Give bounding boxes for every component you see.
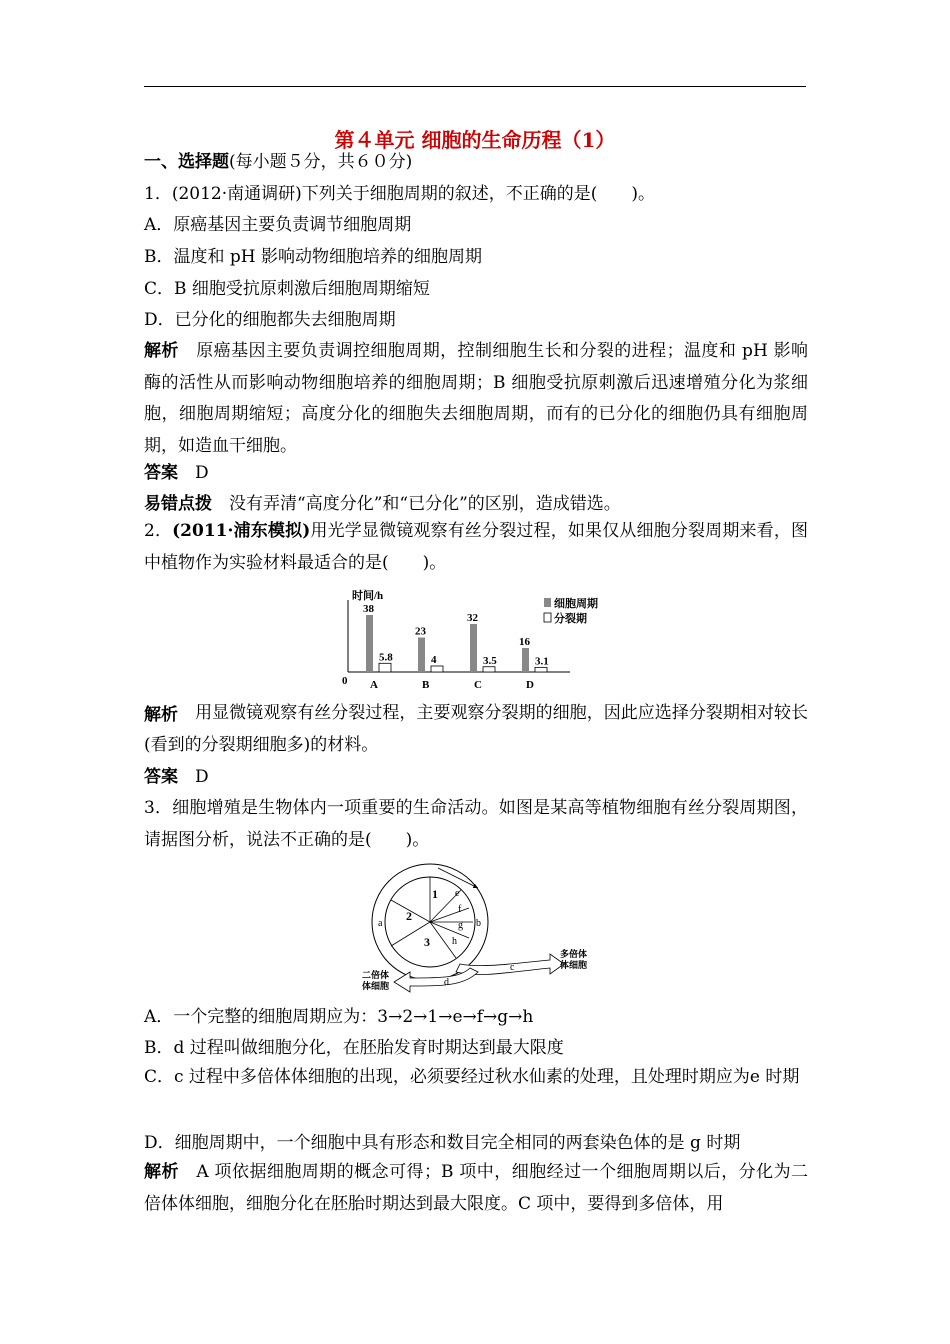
q1-stem-text: 下列关于细胞周期的叙述，不正确的是( )。: [301, 184, 656, 204]
q1-option-b: B．温度和 pH 影响动物细胞培养的细胞周期: [144, 247, 483, 267]
diploid-label-2: 体细胞: [362, 981, 390, 991]
q2-answer: [144, 765, 806, 789]
q1-tip: [144, 492, 806, 516]
bar-label-B-division: 4: [431, 654, 437, 666]
bar-D-cycle: [522, 648, 529, 672]
ring-a: a: [378, 918, 383, 929]
bar-C-division: [483, 667, 495, 672]
q1-option-c: C．B 细胞受抗原刺激后细胞周期缩短: [144, 279, 430, 299]
q3-number: 3．: [144, 798, 173, 818]
q1-analysis: [144, 336, 808, 462]
polyploid-label-1: 多倍体: [560, 949, 588, 959]
bar-label-D-division: 3.1: [535, 655, 549, 668]
q2-analysis-label: 解析: [144, 705, 178, 725]
phase-e: e: [455, 888, 460, 899]
q1-answer: [144, 461, 806, 485]
arrow-d-label: d: [444, 977, 449, 988]
bar-label-A-division: 5.8: [379, 651, 393, 664]
y-axis-label: 时间/h: [352, 590, 384, 602]
q2-number: 2．: [144, 521, 173, 541]
header-rule: [144, 86, 806, 87]
bar-label-C-cycle: 32: [467, 612, 478, 624]
q3-option-a: A．一个完整的细胞周期应为：3→2→1→e→f→g→h: [144, 1007, 534, 1027]
cell-cycle-diagram: [360, 860, 600, 996]
category-B: B: [422, 679, 430, 691]
cell-cycle-bar-chart: [338, 586, 620, 696]
bar-C-cycle: [470, 624, 477, 672]
section-heading: [144, 150, 806, 174]
bar-B-cycle: [418, 638, 425, 673]
q3-stem-text: 细胞增殖是生物体内一项重要的生命活动。如图是某高等植物细胞有丝分裂周期图，请据图分析，说法不正确的是( )。: [144, 798, 808, 850]
phase-h: h: [452, 936, 457, 947]
q2-source: (2011·浦东模拟): [172, 521, 311, 541]
q3-stem: [144, 793, 808, 856]
legend-cycle: 细胞周期: [554, 598, 598, 610]
bar-A-cycle: [366, 615, 373, 672]
q1-source: (2012·南通调研): [171, 184, 302, 204]
q1-answer-label: 答案: [144, 463, 178, 483]
bar-label-D-cycle: 16: [519, 636, 530, 648]
legend-division: 分裂期: [554, 613, 587, 625]
q1-option-a: A．原癌基因主要负责调节细胞周期: [144, 215, 412, 235]
q2-stem: [144, 516, 808, 579]
phase-g: g: [458, 920, 463, 931]
category-A: A: [370, 679, 378, 691]
sector-2: 2: [406, 909, 412, 923]
legend-swatch-division: [544, 613, 551, 622]
ring-b: b: [476, 918, 481, 929]
q2-answer-value: D: [195, 767, 209, 787]
bar-A-division: [379, 663, 391, 672]
section-label: 一、选择题: [144, 152, 229, 172]
sector-3: 3: [424, 935, 430, 949]
q3-option-b: B．d 过程叫做细胞分化，在胚胎发育时期达到最大限度: [144, 1038, 564, 1058]
bar-D-division: [535, 667, 547, 672]
sector-1: 1: [432, 887, 438, 901]
q1-tip-text: 没有弄清“高度分化”和“已分化”的区别，造成错选。: [229, 494, 621, 514]
page-title: 第４单元 细胞的生命历程（1）: [334, 128, 616, 152]
diploid-label-1: 二倍体: [362, 970, 390, 980]
q3-option-c: C．c 过程中多倍体体细胞的出现，必须要经过秋水仙素的处理，且处理时期应为e 时期: [144, 1067, 800, 1087]
q3-option-d: D．细胞周期中，一个细胞中具有形态和数目完全相同的两套染色体的是 g 时期: [144, 1133, 741, 1153]
q2-answer-label: 答案: [144, 767, 178, 787]
q1-option-d: D．已分化的细胞都失去细胞周期: [144, 310, 396, 330]
q1-analysis-text: 原癌基因主要负责调控细胞周期，控制细胞生长和分裂的进程；温度和 pH 影响酶的活性从而影响动物细胞培养的细胞周期；B 细胞受抗原刺激后迅速增殖分化为浆细胞，细胞周期缩短；高度分化的细胞失去细胞周期，而有的已分化的细胞仍具有细胞周期，如造血干细胞。: [144, 341, 809, 456]
q1-analysis-label: 解析: [144, 341, 179, 361]
origin-label: 0: [342, 675, 348, 687]
q2-analysis-text: 用显微镜观察有丝分裂过程，主要观察分裂期的细胞，因此应选择分裂期相对较长(看到的分裂期细胞多)的材料。: [144, 703, 809, 755]
q3-analysis-text: A 项依据细胞周期的概念可得；B 项中，细胞经过一个细胞周期以后，分化为二倍体体细胞，细胞分化在胚胎时期达到最大限度。C 项中，要得到多倍体，用: [144, 1162, 809, 1214]
q2-analysis: [144, 698, 808, 761]
arrow-c-label: c: [510, 962, 515, 973]
bar-label-C-division: 3.5: [483, 654, 497, 667]
phase-f: f: [458, 904, 462, 915]
q2-stem-text: 用光学显微镜观察有丝分裂过程，如果仅从细胞分裂周期来看，图中植物作为实验材料最适合的是( )。: [144, 521, 808, 573]
q1-tip-label: 易错点拨: [144, 494, 212, 514]
q1-answer-value: D: [195, 463, 209, 483]
bar-label-B-cycle: 23: [415, 625, 426, 638]
bar-B-division: [431, 666, 443, 672]
category-C: C: [474, 679, 482, 691]
section-note: (每小题５分，共６０分): [229, 152, 413, 172]
q3-analysis-label: 解析: [144, 1162, 179, 1182]
category-D: D: [526, 679, 534, 691]
legend-swatch-cycle: [544, 598, 551, 607]
polyploid-label-2: 体细胞: [560, 960, 588, 970]
q3-analysis: [144, 1157, 808, 1220]
bar-label-A-cycle: 38: [363, 603, 374, 615]
q1-stem: [144, 182, 806, 206]
q1-number: 1．: [144, 184, 172, 204]
